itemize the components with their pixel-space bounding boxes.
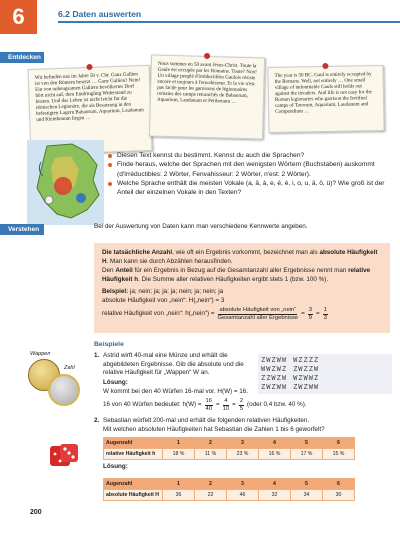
pin-icon xyxy=(204,53,210,59)
list-item: Diesen Text kennst du bestimmt. Kennst du auch die Sprachen? xyxy=(108,151,393,160)
table-row: absolute Häufigkeit H 36 22 46 32 34 30 xyxy=(104,490,355,501)
gaul-map-illustration xyxy=(27,140,104,225)
page-number: 200 xyxy=(30,509,42,516)
fraction-1-3: $\frac{1}{3}$ xyxy=(323,307,327,322)
fraction-3-9: $\frac{3}{9}$ xyxy=(308,307,313,322)
coin-label-wappen: Wappen xyxy=(30,351,51,357)
dice-icon xyxy=(48,442,80,472)
table-row: relative Häufigkeit h 18 % 11 % 23 % 16 % 17 % 15 % xyxy=(104,449,355,460)
example-1: 1. Astrid wirft 40-mal eine Münze und erhält die abgebildeten Ergebnisse. Gib die absolute und die relative Häufigkeit für „Wappen“ W an. xyxy=(94,352,244,377)
list-item: Welche Sprache enthält die meisten Vokale (a, ä, à, e, é, è, i, o, u, ä, ö, ü)? Wie groß ist der Anteil der einzelnen Vokale in den Texten? xyxy=(108,179,393,198)
bullet-icon xyxy=(108,163,112,167)
relative-frequency-table xyxy=(103,437,355,460)
bullet-icon xyxy=(108,182,112,186)
beispiele-heading: Beispiele xyxy=(94,341,124,348)
bullet-icon xyxy=(108,154,112,158)
definition-abs-line: absolute Häufigkeit von „nein“: H(„nein“) = 3 xyxy=(102,296,225,304)
question-list xyxy=(108,151,393,197)
table-row: Augenzahl 1 2 3 4 5 6 xyxy=(104,479,355,490)
example-1-solution-label: Lösung: xyxy=(103,379,128,386)
chapter-number: 6 xyxy=(12,4,25,29)
definition-absolute: Die tatsächliche Anzahl, wie oft ein Ergebnis vorkommt, bezeichnet man als absolute Häufigkeit H. Man kann sie durch Abzählen herausfinden. xyxy=(102,249,378,265)
map-icon xyxy=(27,140,104,225)
coin-label-zahl: Zahl xyxy=(64,365,75,371)
example-2: 2. Sebastian würfelt 200-mal und erhält die folgenden relativen Häufigkeiten. Mit welchen absoluten Häufigkeiten hat Sebastian die Zahlen 1 bis 6 geworfelt? xyxy=(94,417,325,433)
example-1-solution-line1: W kommt bei den 40 Würfen 16-mal vor. H(W) = 16. xyxy=(103,388,249,395)
pin-icon xyxy=(322,63,328,69)
note-german: Wir befinden uns im Jahre 50 v. Chr. Ganz Gallien ist von den Römern besetzt … Ganz Gallien? Nein! Ein von unbeugsamen Galliern bevölkertes Dorf hört nicht auf, dem Eindringling Widerstand zu leisten. Und das Leben ist nicht leicht für die römischen Legionäre, die als Besatzung in den befestigten Lagern Babaorum, Aquarium, Laudanum und Kleinbonum liegen … xyxy=(28,65,153,155)
definition-relative: Den Anteil für ein Ergebnis in Bezug auf die Gesamtanzahl aller Ergebnisse nennt man relative Häufigkeit h. Die Summe aller relativen Häufigkeiten ergibt stets 1 (bzw. 100 %). xyxy=(102,266,371,283)
pin-icon xyxy=(86,64,92,70)
header-rule xyxy=(58,21,400,23)
list-item: Finde heraus, welche der Sprachen mit den wenigsten Wörtern (Buchstaben) auskommt (d'Irréductibles: 2 Wörter, Fenvahisseur: 2 Wörter, n'est: 2 Wörter). xyxy=(108,160,393,179)
table-row: Augenzahl 1 2 3 4 5 6 xyxy=(104,438,355,449)
note-french: Nous sommes en 50 avant Jésus-Christ. Toute la Gaule est occupée par les Romains. Toute? Non! Un village peuplé d'irréductibles Gaulois résiste encore et toujours à l'envahisseur. Et la vie n'est pas facile pour les garnisons de légionnaires romains des camps retranchés de Babaorum, Aquarium, Laudanum et Petibonum … xyxy=(149,55,265,140)
chapter-number-badge xyxy=(0,0,37,34)
section-title: 6.2 Daten auswerten xyxy=(58,9,142,19)
entdecken-tag: Entdecken xyxy=(0,52,44,63)
note-english: The year is 50 BC. Gaul is entirely occupied by the Romans. Well, not entirely … One small village of indomitable Gauls still holds out against the invaders. And life is not easy for the Roman legionaries who garrison the fortified camps of Totorum, Aquarium, Laudanum and Compendium … xyxy=(267,65,384,133)
example-1-solution-line2: 16 von 40 Würfen bedeutet: h(W) = $\frac{16}{40}$ = $\frac{4}{10}$ = $\frac{2}{5}$ (oder 0,4 bzw. 40 %). xyxy=(103,398,307,412)
verstehen-tag: Verstehen xyxy=(0,224,44,235)
definition-example: Beispiel: ja; nein; ja; ja; ja; nein; ja; nein; ja xyxy=(102,287,224,295)
verstehen-intro: Bei der Auswertung von Daten kann man verschiedene Kennwerte angeben. xyxy=(94,223,308,230)
results-left: ZWZWW WWZWZ ZZWZW ZWZWW xyxy=(261,356,288,391)
example-2-solution-label: Lösung: xyxy=(103,463,128,470)
coin-zahl-icon xyxy=(48,374,80,406)
absolute-frequency-table xyxy=(103,478,355,501)
results-right: WZZZZ ZWZZW WZWWZ ZWZWW xyxy=(293,356,320,391)
coin-results-grid xyxy=(258,354,392,394)
formula-fraction: $\frac{\text{absolute Häufigkeit von „nein“}}{\text{Gesamtanzahl aller Ergebnisse}}$ xyxy=(217,307,299,322)
definition-box xyxy=(94,243,390,333)
definition-rel-line: relative Häufigkeit von „nein“: h(„nein“) = $\frac{\text{absolute Häufigkeit von „nein“}}{\text{Gesamtanzahl aller Ergebnisse}}$ = $\frac{3}{9}$ = $\frac{1}{3}$ xyxy=(102,307,327,322)
